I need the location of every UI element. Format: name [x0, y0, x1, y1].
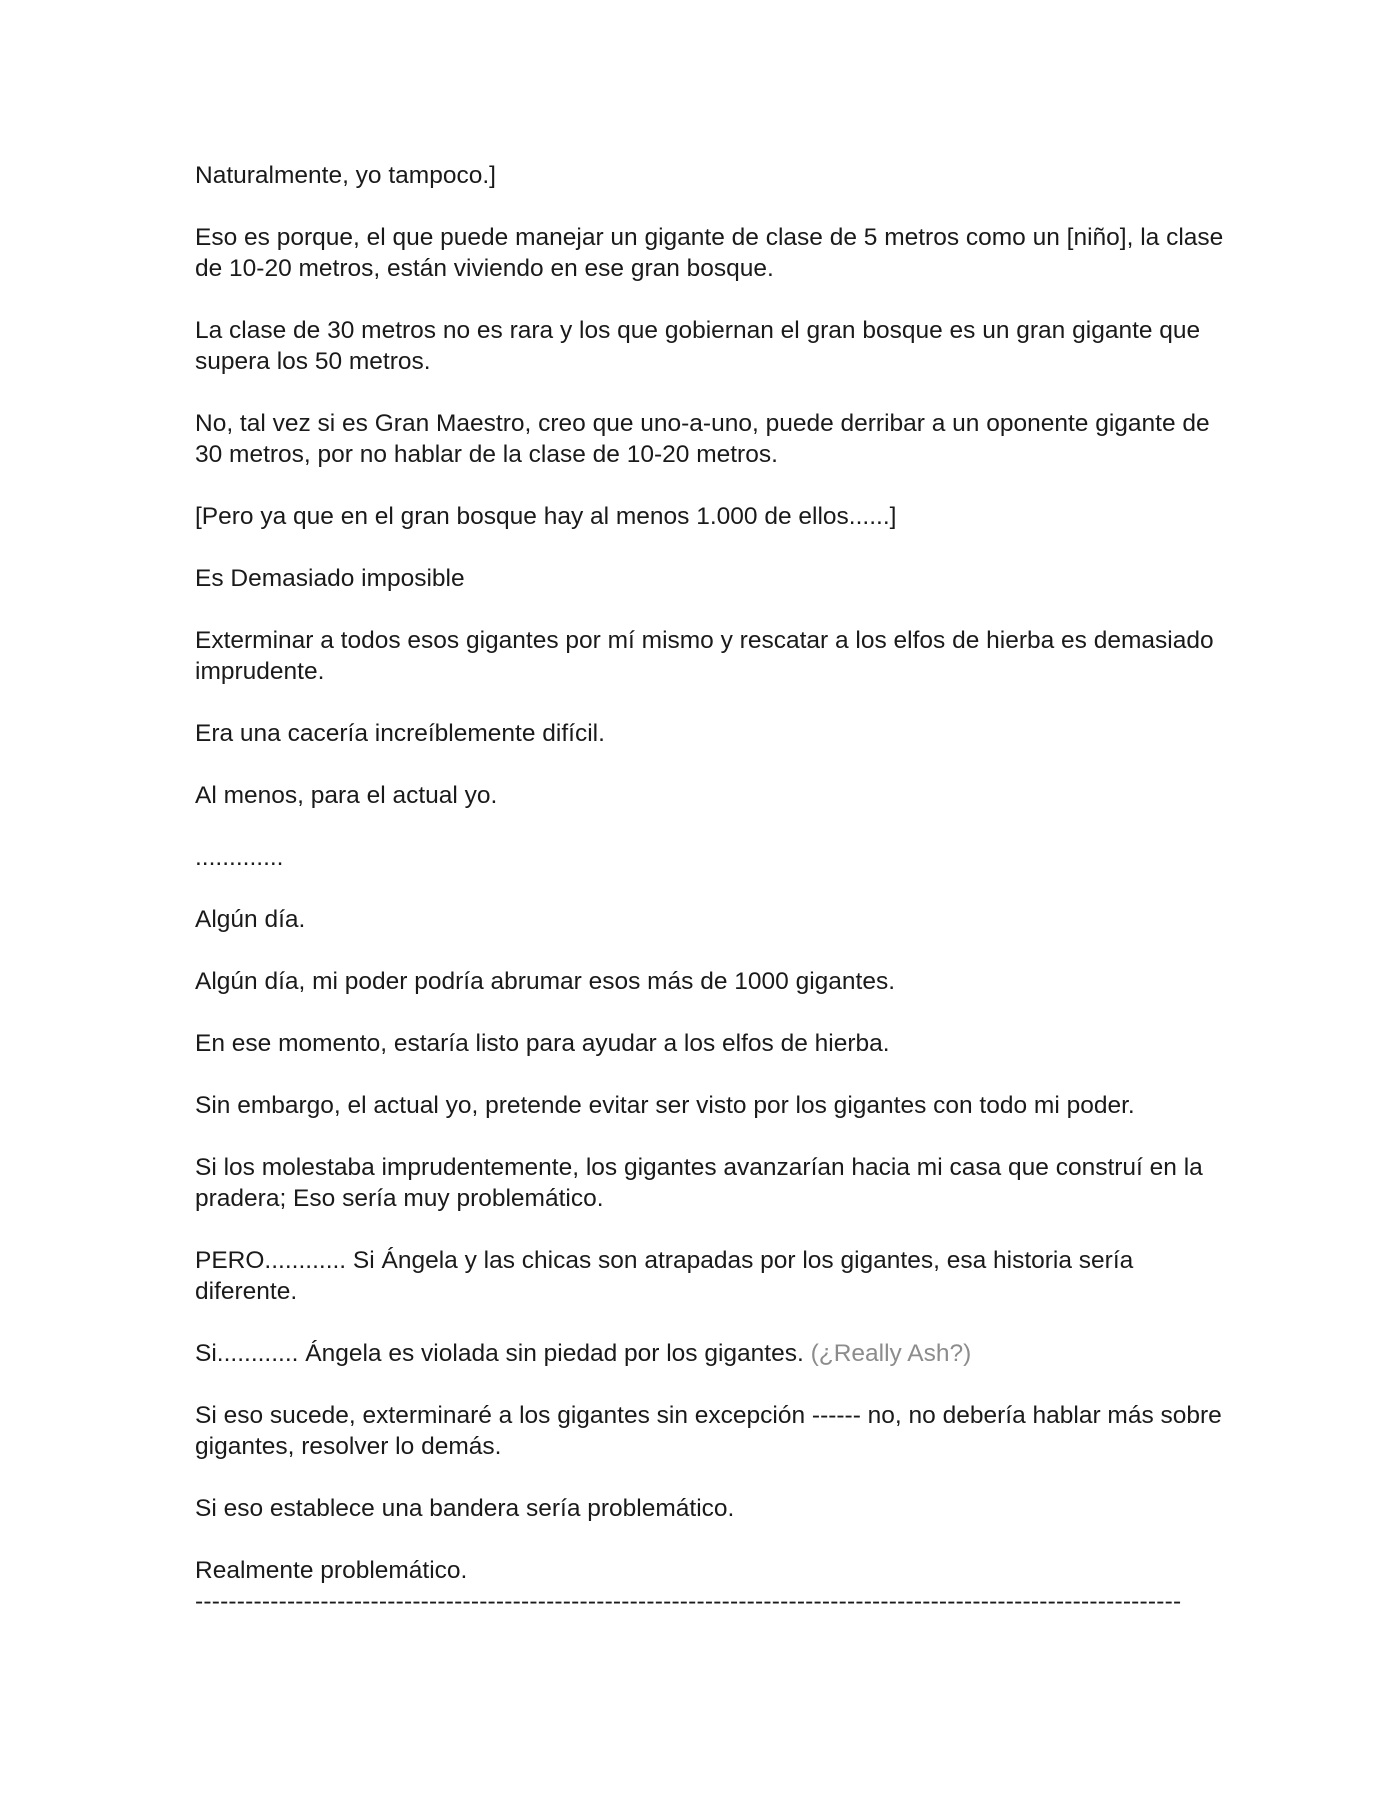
paragraph: Naturalmente, yo tampoco.] — [195, 162, 496, 189]
document-body — [195, 160, 1225, 1617]
paragraph: Algún día. — [195, 906, 306, 933]
paragraph: Era una cacería increíblemente difícil. — [195, 720, 605, 747]
paragraph: Eso es porque, el que puede manejar un gigante de clase de 5 metros como un [niño], la clase de 10-20 metros, están viviendo en ese gran bosque. — [195, 224, 1224, 282]
scene-break: ............. — [195, 844, 284, 871]
paragraph: En ese momento, estaría listo para ayudar a los elfos de hierba. — [195, 1030, 890, 1057]
paragraph: Al menos, para el actual yo. — [195, 782, 498, 809]
dashed-divider: ---------------------------------------------------------------------------------------------------------------------- — [195, 1588, 1182, 1615]
paragraph: Si eso sucede, exterminaré a los gigantes sin excepción ------ no, no debería hablar más sobre gigantes, resolver lo demás. — [195, 1402, 1222, 1460]
translator-aside: (¿Really Ash?) — [810, 1340, 972, 1367]
paragraph: La clase de 30 metros no es rara y los que gobiernan el gran bosque es un gran gigante que supera los 50 metros. — [195, 317, 1201, 375]
paragraph: Si los molestaba imprudentemente, los gigantes avanzarían hacia mi casa que construí en la pradera; Eso sería muy problemático. — [195, 1154, 1203, 1212]
paragraph: Exterminar a todos esos gigantes por mí mismo y rescatar a los elfos de hierba es demasiado imprudente. — [195, 627, 1214, 685]
paragraph: Algún día, mi poder podría abrumar esos más de 1000 gigantes. — [195, 968, 896, 995]
paragraph: No, tal vez si es Gran Maestro, creo que uno-a-uno, puede derribar a un oponente gigante de 30 metros, por no hablar de la clase de 10-20 metros. — [195, 410, 1210, 468]
paragraph: Sin embargo, el actual yo, pretende evitar ser visto por los gigantes con todo mi poder. — [195, 1092, 1135, 1119]
paragraph: [Pero ya que en el gran bosque hay al menos 1.000 de ellos......] — [195, 503, 897, 530]
paragraph: Es Demasiado imposible — [195, 565, 465, 592]
paragraph: Si eso establece una bandera sería problemático. — [195, 1495, 735, 1522]
paragraph-main-text: Si............ Ángela es violada sin piedad por los gigantes. — [195, 1340, 804, 1367]
paragraph-with-aside — [195, 1338, 1225, 1369]
paragraph: PERO............ Si Ángela y las chicas son atrapadas por los gigantes, esa historia sería diferente. — [195, 1247, 1134, 1305]
paragraph: Realmente problemático. — [195, 1557, 468, 1584]
